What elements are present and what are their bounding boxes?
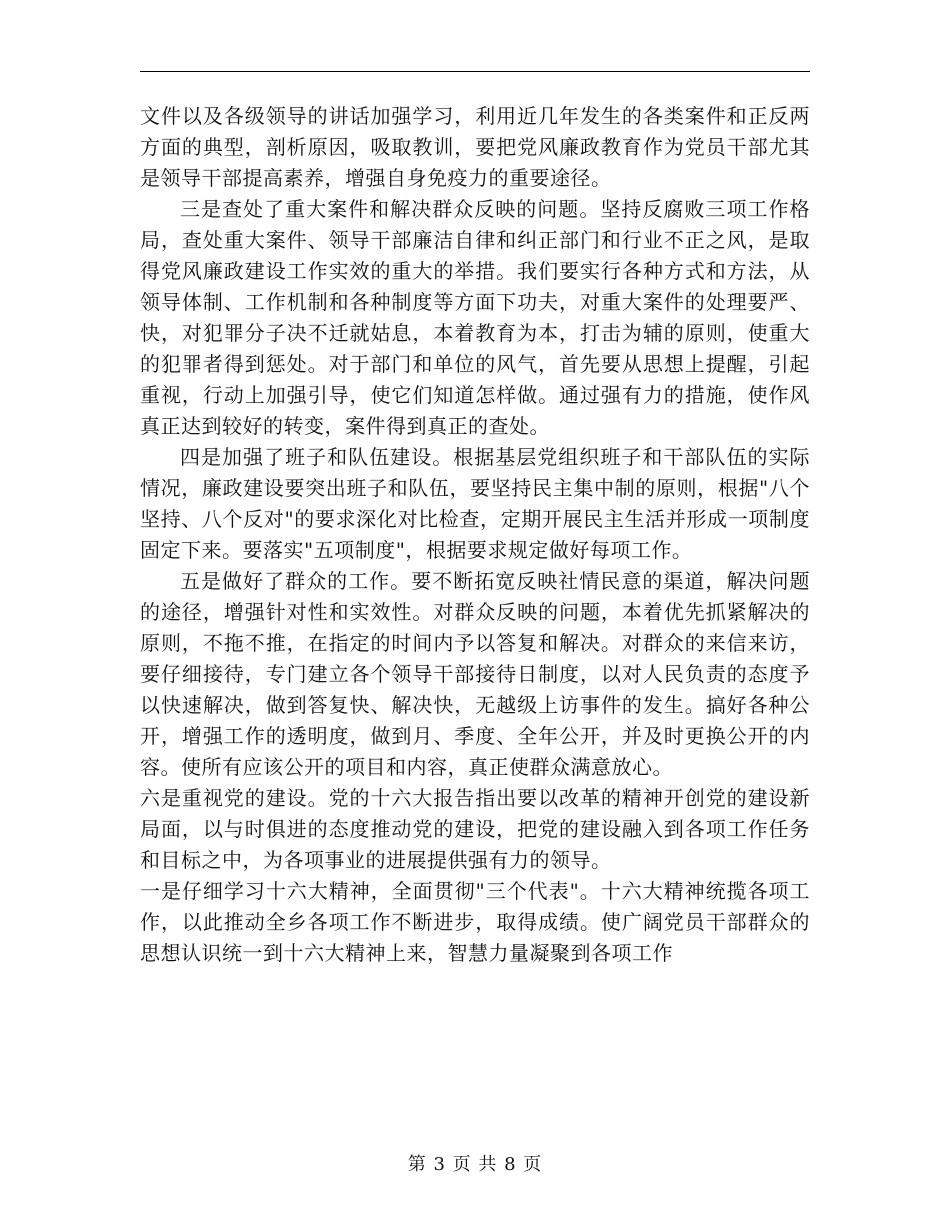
paragraph-3: 四是加强了班子和队伍建设。根据基层党组织班子和干部队伍的实际情况，廉政建设要突出班子和队伍，要坚持民主集中制的原则，根据"八个坚持、八个反对"的要求深化对比检查，定期开展民主生活并形成一项制度固定下来。要落实"五项制度"，根据要求规定做好每项工作。	[140, 445, 810, 562]
page-number-footer: 第 3 页 共 8 页	[407, 1154, 543, 1175]
paragraph-2: 三是查处了重大案件和解决群众反映的问题。坚持反腐败三项工作格局，查处重大案件、领导干部廉洁自律和纠正部门和行业不正之风，是取得党风廉政建设工作实效的重大的举措。我们要实行各种方式和方法，从领导体制、工作机制和各种制度等方面下功夫，对重大案件的处理要严、快，对犯罪分子决不迁就姑息，本着教育为本，打击为辅的原则，使重大的犯罪者得到惩处。对于部门和单位的风气，首先要从思想上提醒，引起重视，行动上加强引导，使它们知道怎样做。通过强有力的措施，使作风真正达到较好的转变，案件得到真正的查处。	[140, 197, 810, 438]
header-rule	[140, 71, 810, 72]
paragraph-6: 一是仔细学习十六大精神，全面贯彻"三个代表"。十六大精神统揽各项工作，以此推动全乡各项工作不断进步，取得成绩。使广阔党员干部群众的思想认识统一到十六大精神上来，智慧力量凝聚到各项工作	[140, 879, 810, 965]
paragraph-1: 文件以及各级领导的讲话加强学习，利用近几年发生的各类案件和正反两方面的典型，剖析原因，吸取教训，要把党风廉政教育作为党员干部尤其是领导干部提高素养，增强自身免疫力的重要途径。	[140, 104, 810, 190]
body-text	[140, 101, 810, 969]
paragraph-5: 六是重视党的建设。党的十六大报告指出要以改革的精神开创党的建设新局面，以与时俱进的态度推动党的建设，把党的建设融入到各项工作任务和目标之中，为各项事业的进展提供强有力的领导。	[140, 786, 810, 872]
paragraph-4: 五是做好了群众的工作。要不断拓宽反映社情民意的渠道，解决问题的途径，增强针对性和实效性。对群众反映的问题，本着优先抓紧解决的原则，不拖不推，在指定的时间内予以答复和解决。对群众的来信来访，要仔细接待，专门建立各个领导干部接待日制度，以对人民负责的态度予以快速解决，做到答复快、解决快，无越级上访事件的发生。搞好各种公开，增强工作的透明度，做到月、季度、全年公开，并及时更换公开的内容。使所有应该公开的项目和内容，真正使群众满意放心。	[140, 569, 810, 779]
